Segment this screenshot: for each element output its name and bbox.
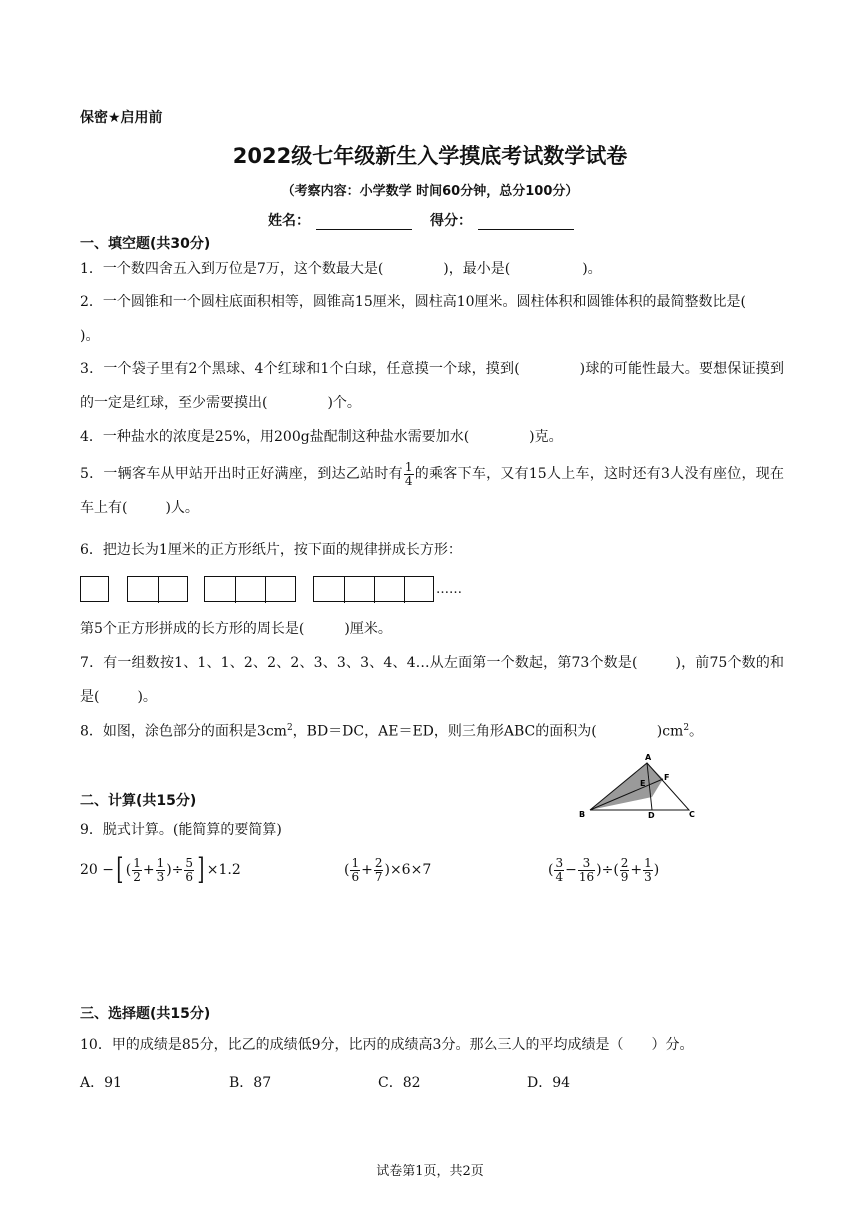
e1-den-3: 6 — [185, 869, 194, 884]
e2-den-2: 7 — [374, 869, 383, 884]
pattern-cell-divider — [265, 577, 295, 603]
e2-num-1: 1 — [351, 855, 360, 870]
pattern-cell-divider — [404, 577, 434, 603]
e2-den-1: 6 — [351, 869, 360, 884]
q1-text-c: )。 — [582, 261, 602, 277]
question-8 — [80, 724, 703, 739]
q5-text-c: )人。 — [165, 500, 199, 516]
e3-num-2: 3 — [578, 857, 595, 871]
e1-frac-1 — [132, 857, 142, 883]
q5-text-a: 5．一辆客车从甲站开出时正好满座，到达乙站时有 — [80, 466, 403, 482]
label-e: E — [640, 779, 646, 788]
triangle-figure — [575, 750, 705, 822]
e1-tail: ×1.2 — [206, 862, 241, 878]
e2-num-2: 2 — [374, 855, 383, 870]
question-1 — [80, 262, 602, 276]
q8-text-a: 8．如图，涂色部分的面积是3cm — [80, 723, 287, 740]
q3-text-b: )球的可能性最大。要想保证摸到的一定是红球，至少需要摸出( — [80, 361, 784, 411]
q3-text-c: )个。 — [327, 395, 361, 411]
e3-frac-3 — [620, 857, 630, 883]
q1-text-a: 1．一个数四舍五入到万位是7万，这个数最大是( — [80, 261, 384, 277]
pattern-2-squares — [127, 576, 188, 602]
q8-text-b: ，BD＝DC，AE＝ED，则三角形ABC的面积为( — [292, 723, 597, 740]
question-6 — [80, 543, 462, 557]
pattern-cell-divider — [344, 577, 374, 603]
e1-right-bracket: ] — [197, 852, 205, 887]
q1-text-b: )，最小是( — [443, 261, 511, 277]
question-6-ask — [80, 622, 392, 636]
option-a[interactable]: A．91 — [80, 1075, 122, 1091]
page-footer: 试卷第1页，共2页 — [376, 1164, 484, 1179]
e1-den-2: 3 — [156, 869, 165, 884]
q7-text-b: )，前75个数的和是( — [80, 655, 784, 705]
question-2 — [80, 285, 784, 353]
section-1-title: 一、填空题(共30分) — [80, 236, 211, 252]
question-4 — [80, 430, 563, 444]
section-3-title: 三、选择题(共15分) — [80, 1006, 211, 1022]
q4-text-b: )克。 — [529, 429, 563, 445]
e3-open-paren: ( — [548, 862, 554, 878]
e3-minus: − — [565, 862, 577, 878]
e2-tail: )×6×7 — [384, 862, 432, 878]
q4-text-a: 4．一种盐水的浓度是25%，用200g盐配制这种盐水需要加水( — [80, 429, 470, 445]
e3-den-2: 16 — [578, 869, 595, 884]
q5-frac-num: 1 — [404, 459, 413, 474]
e3-den-3: 9 — [620, 869, 629, 884]
e1-frac-2 — [156, 857, 166, 883]
exam-title: 2022级七年级新生入学摸底考试数学试卷 — [232, 144, 628, 168]
confidential-mark: 保密★启用前 — [80, 110, 163, 126]
e1-den-1: 2 — [133, 869, 141, 884]
name-score-row — [0, 210, 860, 230]
e3-frac-1 — [554, 857, 564, 883]
expression-1 — [80, 850, 241, 890]
name-blank[interactable] — [316, 215, 412, 230]
label-c: C — [689, 810, 695, 819]
e3-plus: + — [630, 862, 643, 878]
question-7 — [80, 646, 784, 714]
q6-text-c: )厘米。 — [344, 621, 392, 637]
score-label: 得分： — [430, 213, 472, 229]
e2-open-paren: ( — [344, 862, 350, 878]
e1-left-bracket: [ — [116, 852, 124, 887]
label-d: D — [648, 811, 655, 820]
option-b[interactable]: B．87 — [229, 1075, 272, 1091]
e2-frac-1 — [350, 857, 360, 883]
e3-den-1: 4 — [555, 869, 564, 884]
q5-frac-den: 4 — [404, 473, 413, 488]
q6-text-a: 6．把边长为1厘米的正方形纸片，按下面的规律拼成长方形： — [80, 542, 462, 558]
label-f: F — [664, 773, 670, 782]
question-10: 10．甲的成绩是85分，比乙的成绩低9分，比丙的成绩高3分。那么三人的平均成绩是（ ）分。 — [80, 1037, 694, 1053]
e3-num-4: 1 — [644, 855, 652, 870]
q5-fraction — [404, 461, 414, 487]
q5-text-b: 的乘客下车，又有15人上车，这时还有3人没有座位，现在车上有( — [80, 466, 785, 516]
section-2-title: 二、计算(共15分) — [80, 793, 197, 809]
q6-text-b: 第5个正方形拼成的长方形的周长是( — [80, 621, 305, 637]
question-3 — [80, 352, 784, 420]
e1-divide: ÷ — [171, 862, 184, 878]
e1-close-paren: ) — [166, 862, 172, 878]
option-d[interactable]: D．94 — [527, 1075, 571, 1091]
e1-open-paren: ( — [125, 862, 132, 878]
q2-text-a: 2．一个圆锥和一个圆柱底面积相等，圆锥高15厘米，圆柱高10厘米。圆柱体积和圆锥体积的最简整数比是( — [80, 294, 746, 310]
q2-text-b: )。 — [80, 328, 100, 344]
pattern-ellipsis: …… — [436, 582, 462, 597]
e1-num-1: 1 — [133, 855, 141, 870]
e1-frac-3 — [184, 857, 194, 883]
question-9: 9．脱式计算。(能简算的要简算) — [80, 822, 282, 838]
e3-frac-2 — [578, 857, 595, 883]
q8-sup-1: 2 — [286, 723, 293, 733]
pattern-4-squares — [313, 576, 434, 602]
pattern-1-square — [80, 576, 109, 602]
question-5 — [80, 457, 784, 525]
pattern-cell-divider — [158, 577, 188, 603]
score-blank[interactable] — [478, 215, 574, 230]
e1-plus: + — [142, 862, 155, 878]
name-label: 姓名： — [268, 213, 310, 229]
e1-lead: 20 − — [80, 862, 114, 878]
q8-text-c: )cm — [656, 723, 684, 740]
exam-subtitle: （考察内容：小学数学 时间60分钟，总分100分） — [281, 184, 579, 199]
q8-text-d: 。 — [689, 723, 704, 740]
e3-num-3: 2 — [620, 855, 629, 870]
e2-frac-2 — [374, 857, 384, 883]
expression-2 — [344, 850, 431, 890]
expression-3 — [548, 850, 659, 890]
e1-num-2: 1 — [156, 855, 165, 870]
pattern-3-squares — [204, 576, 296, 602]
e3-num-1: 3 — [555, 855, 564, 870]
label-a: A — [645, 753, 652, 762]
label-b: B — [579, 810, 586, 819]
q8-sup-2: 2 — [683, 723, 690, 733]
pattern-cell-divider — [235, 577, 265, 603]
q7-text-c: )。 — [137, 689, 157, 705]
e2-plus: + — [361, 862, 373, 878]
e1-num-3: 5 — [185, 855, 194, 870]
e3-frac-4 — [643, 857, 653, 883]
q3-text-a: 3．一个袋子里有2个黑球、4个红球和1个白球，任意摸一个球，摸到( — [80, 361, 520, 377]
q7-text-a: 7．有一组数按1、1、1、2、2、2、3、3、3、4、4…从左面第一个数起，第73个数是( — [80, 655, 638, 671]
e3-den-4: 3 — [644, 869, 652, 884]
e3-mid: )÷( — [596, 862, 619, 878]
e3-close-paren: ) — [653, 862, 660, 878]
option-c[interactable]: C．82 — [378, 1075, 421, 1091]
pattern-cell-divider — [374, 577, 404, 603]
